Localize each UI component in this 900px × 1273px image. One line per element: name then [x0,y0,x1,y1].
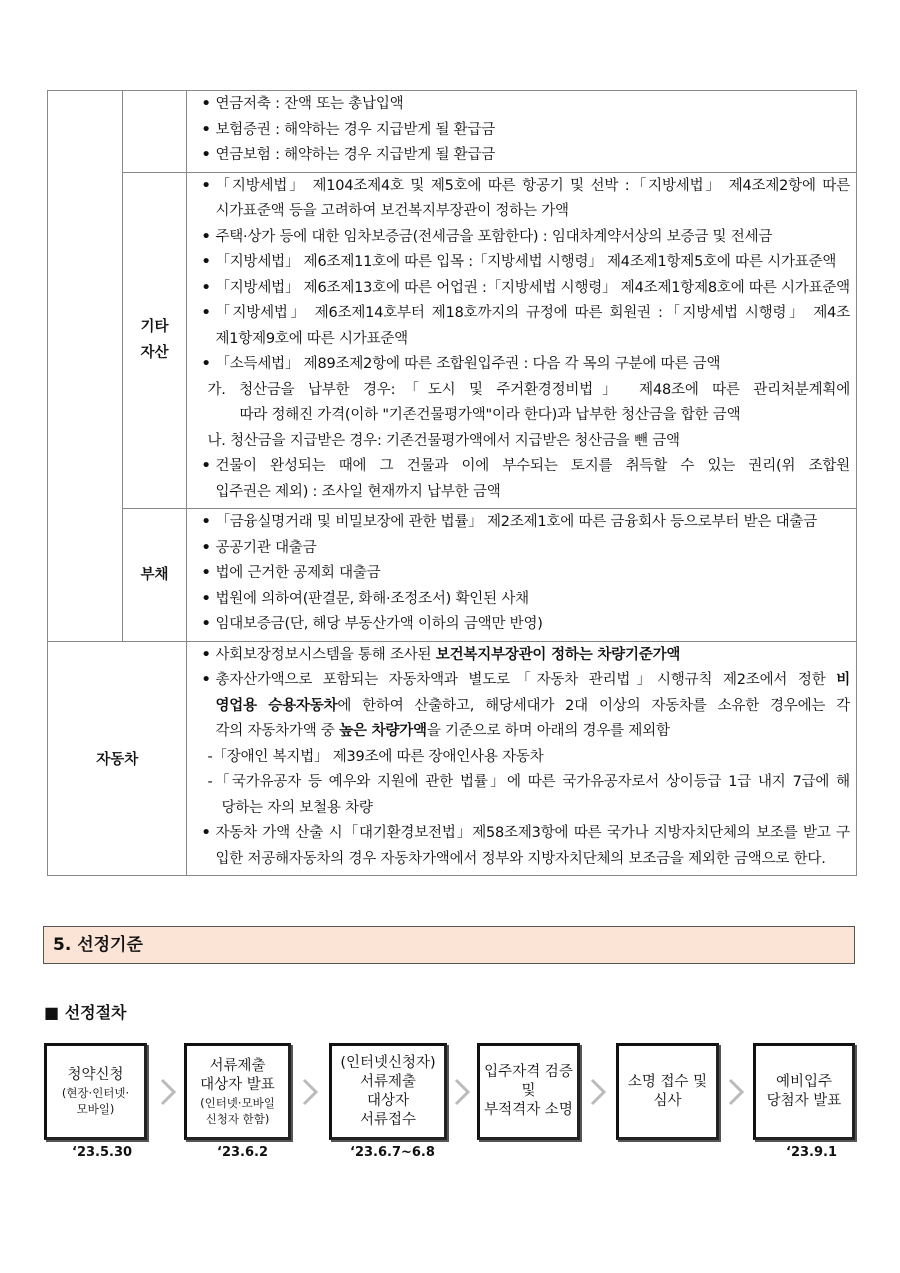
financial-assets-cell [187,91,857,173]
other-assets-cell [187,172,857,509]
list-item: • 보험증권 : 해약하는 경우 지급받게 될 환급금 [201,118,850,144]
category-cell [48,91,123,642]
section-title: 5. 선정기준 [43,926,855,964]
car-b1-bold: 보건복지부장관이 정하는 차량기준가액 [435,646,681,663]
table-row [48,641,857,876]
list-item: • 「소득세법」 제89조제2항에 따른 조합원입주권 : 다음 각 목의 구분에 따른 금액 [201,352,850,378]
step-box-5 [616,1043,719,1140]
list-item-continuation [201,694,850,720]
exception-item-continuation: 당하는 자의 보철용 차량 [221,799,373,816]
car-label: 자동차 [48,641,187,876]
car-b2-text: 총자산가액으로 포함되는 자동차액과 별도로「자동차 관리법」시행규칙 제2조에서 정한 [215,672,837,688]
table-row [48,172,857,509]
car-cell [187,641,857,876]
table-row [48,91,857,173]
list-item-continuation [201,719,850,745]
list-item: • 연금저축 : 잔액 또는 총납입액 [201,92,850,118]
step-date-1: ‘23.5.30 [72,1145,133,1160]
procedure-title: ■ 선정절차 [44,1003,127,1022]
step-date-2: ‘23.6.2 [217,1145,268,1160]
car-b1-text: 사회보장정보시스템을 통해 조사된 [215,646,436,663]
list-item: • 「지방세법」 제104조제4호 및 제5호에 따른 항공기 및 선박 :「지방세법」 제4조제2항에 따른 [201,174,850,200]
car-b2-bold: 비 [836,672,850,688]
list-item-continuation: 입주권은 제외) : 조사일 현재까지 납부한 금액 [215,483,501,500]
list-item: • 「지방세법」 제6조제14호부터 제18호까지의 규정에 따른 회원권 :「지방세법 시행령」 제4조 [201,301,850,327]
chevron-right-icon [454,1078,472,1106]
car-b2-text-2: 에 한하여 산출하고, 해당세대가 2대 이상의 자동차를 소유한 경우에는 각 [337,697,850,714]
list-item [201,668,850,694]
list-item [201,643,850,669]
exception-item: -「국가유공자 등 예우와 지원에 관한 법률」에 따른 국가유공자로서 상이등급 1급 내지 7급에 해 [207,774,850,790]
step-sub: (현장·인터넷· 모바일) [61,1086,130,1116]
list-item: • 법원에 의하여(판결문, 화해·조정조서) 확인된 사채 [201,587,850,613]
step-main: (인터넷신청자) 서류제출 대상자 서류접수 [340,1054,436,1128]
list-item: • 건물이 완성되는 때에 그 건물과 이에 부수되는 토지를 취득할 수 있는 권리(위 조합원 [201,454,850,480]
exception-item: -「장애인 복지법」 제39조에 따른 장애인사용 자동차 [207,748,544,765]
table-row [48,509,857,642]
list-item: • 공공기관 대출금 [201,536,850,562]
step-main: 소명 접수 및 심사 [627,1073,708,1109]
other-assets-label-line-2: 자산 [140,345,169,362]
step-main: 청약신청 [67,1067,124,1083]
list-item: • 「지방세법」 제6조제11호에 따른 입목 :「지방세법 시행령」 제4조제1항제5호에 따른 시가표준액 [201,250,850,276]
chevron-right-icon [302,1078,320,1106]
step-box-4 [477,1043,580,1140]
list-item-continuation: 시가표준액 등을 고려하여 보건복지부장관이 정하는 가액 [215,203,569,219]
car-b2-bold-3: 높은 차량가액 [339,723,427,739]
step-main: 서류제출 대상자 발표 [200,1057,275,1093]
car-b2-text-3: 각의 자동차가액 중 [215,723,340,739]
step-box-1 [44,1043,147,1140]
sub-item-ga: 가. 청산금을 납부한 경우:「도시 및 주거환경정비법」 제48조에 따른 관리처분계획에 [207,381,850,398]
list-item-continuation: 입한 저공해자동차의 경우 자동차가액에서 정부와 지방자치단체의 보조금을 제외한 금액으로 한다. [215,850,826,867]
step-box-6 [753,1043,855,1140]
list-item: • 「지방세법」 제6조제13호에 따른 어업권 :「지방세법 시행령」 제4조제1항제8호에 따른 시가표준액 [201,276,850,302]
sub-item-na: 나. 청산금을 지급받은 경우: 기존건물평가액에서 지급받은 청산금을 뺀 금액 [207,432,680,449]
step-main: 입주자격 검증 및 부적격자 소명 [484,1064,573,1118]
step-main: 예비입주 당첨자 발표 [766,1073,842,1109]
asset-criteria-table [47,90,857,876]
list-item: • 주택·상가 등에 대한 임차보증금(전세금을 포함한다) : 임대차계약서상의 보증금 및 전세금 [201,225,850,251]
subcategory-cell [122,91,187,173]
debt-cell [187,509,857,642]
step-box-3 [329,1043,447,1140]
other-assets-label [122,172,187,509]
step-box-2 [184,1043,291,1140]
step-sub: (인터넷·모바일 신청자 한함) [200,1095,275,1126]
list-item: • 자동차 가액 산출 시「대기환경보전법」제58조제3항에 따른 국가나 지방자치단체의 보조를 받고 구 [201,821,850,847]
chevron-right-icon [160,1078,178,1106]
sub-item-ga-continuation: 따라 정해진 가격(이하 "기존건물평가액"이라 한다)과 납부한 청산금을 합한 금액 [239,407,741,423]
debt-label: 부채 [122,509,187,642]
step-date-6: ‘23.9.1 [786,1145,837,1160]
list-item: • 임대보증금(단, 해당 부동산가액 이하의 금액만 반영) [201,612,850,638]
list-item: • 연금보험 : 해약하는 경우 지급받게 될 환급금 [201,143,850,169]
car-b2-text-4: 을 기준으로 하며 아래의 경우를 제외함 [426,723,670,739]
chevron-right-icon [728,1078,746,1106]
chevron-right-icon [590,1078,608,1106]
step-date-3: ‘23.6.7~6.8 [350,1145,435,1160]
list-item: • 법에 근거한 공제회 대출금 [201,561,850,587]
list-item-continuation: 제1항제9호에 따른 시가표준액 [215,330,408,347]
list-item: • 「금융실명거래 및 비밀보장에 관한 법률」 제2조제1호에 따른 금융회사 등으로부터 받은 대출금 [201,510,850,536]
other-assets-label-line-1: 기타 [140,319,169,336]
car-b2-bold-2: 영업용 승용자동차 [215,697,338,714]
